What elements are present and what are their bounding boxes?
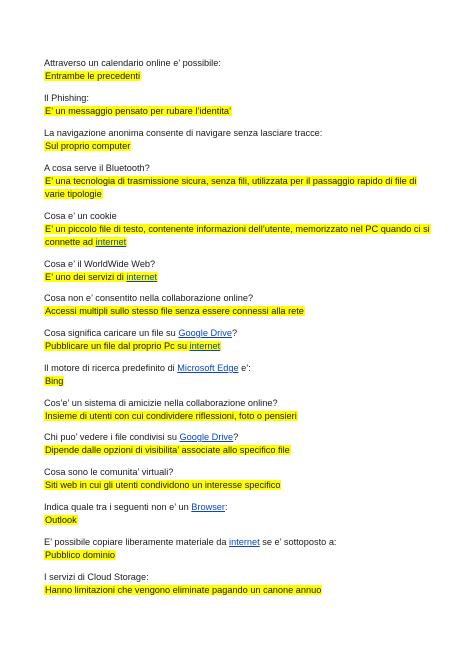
answer-highlight: Siti web in cui gli utenti condividono un interesse specifico	[45, 480, 281, 490]
microsoft-edge-link[interactable]: Microsoft Edge	[177, 363, 239, 373]
answer-highlight: Entrambe le precedenti	[45, 71, 140, 81]
answer-text	[44, 271, 434, 284]
question-text-part: Il motore di ricerca predefinito di	[44, 363, 178, 373]
qa-block-google-drive-sharing	[44, 431, 434, 457]
answer-text-part: E’ un piccolo file di testo, contenente informazioni dell’utente, memorizzato nel PC quando ci si connette ad	[45, 224, 430, 247]
qa-block-search-engine	[44, 362, 434, 388]
internet-link[interactable]: internet	[189, 341, 221, 351]
question-text: Cosa sono le comunita’ virtuali?	[44, 467, 174, 477]
question-text: Cos’e’ un sistema di amicizie nella collaborazione online?	[44, 398, 278, 408]
google-drive-link[interactable]: Google Drive	[178, 328, 232, 338]
answer-text	[44, 105, 434, 118]
question-text-part: ?	[231, 328, 238, 338]
question-text-part: :	[224, 502, 228, 512]
answer-highlight: Outlook	[45, 515, 77, 525]
question-text-part: Indica quale tra i seguenti non e’ un	[44, 502, 192, 512]
answer-text	[44, 584, 434, 597]
answer-text-part: Pubblicare un file dal proprio Pc su	[45, 341, 190, 351]
answer-text	[44, 410, 434, 423]
internet-link[interactable]: internet	[126, 272, 158, 282]
qa-block-virtual-communities	[44, 466, 434, 492]
answer-text	[44, 70, 434, 83]
answer-text	[44, 514, 434, 527]
qa-block-bluetooth	[44, 162, 434, 201]
answer-text	[44, 140, 434, 153]
question-text-part: e’:	[238, 363, 251, 373]
question-text	[44, 431, 434, 444]
question-text: A cosa serve il Bluetooth?	[44, 163, 150, 173]
question-text: Cosa non e’ consentito nella collaborazione online?	[44, 293, 254, 303]
question-text	[44, 362, 434, 375]
answer-highlight: Pubblico dominio	[45, 550, 115, 560]
question-text: Cosa e’ un cookie	[44, 211, 117, 221]
answer-text-part: E’ uno dei servizi di	[45, 272, 127, 282]
answer-highlight: E’ una tecnologia di trasmissione sicura, senza fili, utilizzata per il passaggio rapido di file di varie tipologie	[45, 176, 417, 199]
answer-highlight: Sul proprio computer	[45, 141, 131, 151]
qa-block-copy-material	[44, 536, 434, 562]
answer-text	[44, 175, 434, 201]
qa-block-friendship-system	[44, 397, 434, 423]
question-text: Attraverso un calendario online e’ possibile:	[44, 58, 221, 68]
answer-highlight: Insieme di utenti con cui condividere riflessioni, foto o pensieri	[45, 411, 297, 421]
question-text-part: ?	[233, 432, 239, 442]
answer-highlight	[44, 272, 158, 282]
question-text	[44, 501, 434, 514]
qa-block-anonymous-browsing	[44, 127, 434, 153]
internet-link[interactable]: internet	[229, 537, 260, 547]
google-drive-link[interactable]: Google Drive	[179, 432, 234, 442]
answer-text	[44, 305, 434, 318]
answer-highlight: Bing	[45, 376, 64, 386]
question-text-part: Chi puo’ vedere i file condivisi su	[44, 432, 180, 442]
qa-block-browser	[44, 501, 434, 527]
qa-block-google-drive-upload	[44, 327, 434, 353]
qa-block-world-wide-web	[44, 258, 434, 284]
question-text	[44, 536, 434, 549]
question-text-part: se e’ sottoposto a:	[259, 537, 337, 547]
question-text: I servizi di Cloud Storage:	[44, 572, 149, 582]
question-text: Cosa e’ il WorldWide Web?	[44, 259, 156, 269]
question-text: La navigazione anonima consente di navigare senza lasciare tracce:	[44, 128, 323, 138]
qa-block-calendar	[44, 57, 434, 83]
answer-text	[44, 375, 434, 388]
answer-highlight: E’ un messaggio pensato per rubare l’identita’	[45, 106, 232, 116]
answer-text	[44, 549, 434, 562]
question-text: Il Phishing:	[44, 93, 89, 103]
qa-block-online-collaboration	[44, 292, 434, 318]
answer-highlight: Dipende dalle opzioni di visibilita’ associate allo specifico file	[45, 445, 290, 455]
answer-highlight: Hanno limitazioni che vengono eliminate pagando un canone annuo	[45, 585, 322, 595]
qa-block-cloud-storage	[44, 571, 434, 597]
answer-text	[44, 340, 434, 353]
qa-block-phishing	[44, 92, 434, 118]
qa-block-cookie	[44, 210, 434, 249]
answer-text	[44, 223, 434, 249]
question-text-part: E’ possibile copiare liberamente materiale da	[44, 537, 230, 547]
answer-text	[44, 479, 434, 492]
question-text	[44, 327, 434, 340]
browser-link[interactable]: Browser	[191, 502, 225, 512]
answer-highlight	[44, 224, 431, 247]
question-text-part: Cosa significa caricare un file su	[44, 328, 179, 338]
internet-link[interactable]: internet	[95, 237, 127, 247]
answer-highlight	[44, 341, 221, 351]
answer-text	[44, 444, 434, 457]
answer-highlight: Accessi multipli sullo stesso file senza essere connessi alla rete	[45, 306, 304, 316]
